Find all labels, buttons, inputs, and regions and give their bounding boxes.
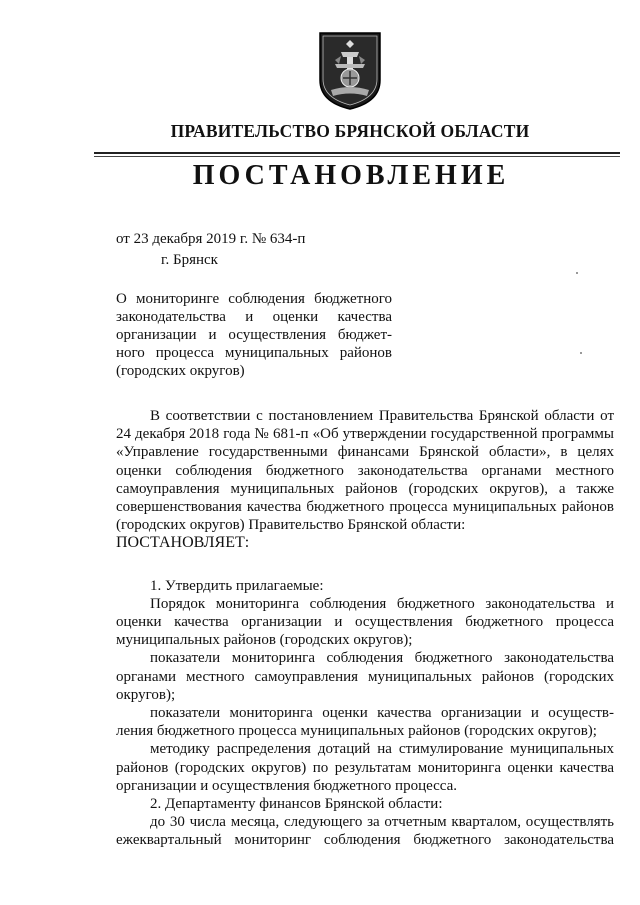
item-1-a-paragraph: Порядок мониторинга соблюдения бюджетного законодательства и оценки качества организации и осуществления бюджетного процесса муниципальных районов (городских округов);: [116, 595, 614, 649]
subject-line: О мониторинге соблюдения бюджетного: [116, 291, 392, 307]
subject-line: (городских округов): [116, 363, 245, 379]
item-1-d-paragraph: методику распределения дотаций на стимулирование муниципальных районов (городских округов) по результатам мониторинга оценки качества организации и осуществления бюджетного процесса.: [116, 741, 614, 794]
scan-speck: [576, 272, 578, 274]
scan-speck: [580, 352, 582, 354]
header-rule-thick: [94, 152, 620, 154]
header-rule-thin: [94, 156, 620, 157]
bryansk-emblem-icon: [317, 30, 383, 112]
coat-of-arms-icon: [317, 30, 383, 112]
document-type-heading: ПОСТАНОВЛЕНИЕ: [192, 160, 510, 191]
subject-line: организации и осуществления бюджет-: [116, 327, 392, 343]
item-2-a-paragraph: до 30 числа месяца, следующего за отчетным кварталом, осуществлять ежеквартальный мониторинг соблюдения бюджетного законодательства: [116, 814, 614, 849]
item-1-title: 1. Утвердить прилагаемые:: [150, 577, 324, 594]
date-number-line: от 23 декабря 2019 г. № 634-п: [116, 231, 306, 247]
organization-title: ПРАВИТЕЛЬСТВО БРЯНСКОЙ ОБЛАСТИ: [170, 121, 530, 141]
item-1-c-paragraph: показатели мониторинга оценки качества организации и осуществ-ления бюджетного процесса муниципальных районов (городских округов);: [116, 705, 614, 740]
decree-word: ПОСТАНОВЛЯЕТ:: [116, 534, 250, 552]
preamble-paragraph: В соответствии с постановлением Правительства Брянской области от 24 декабря 2018 года № 681-п «Об утверждении государственной программы «Управление государственными финансами Брянской области», в целях оценки соблюдения бюджетного законодательства органами местного самоуправления муниципальных районов (городских округов), а также совершенствования качества бюджетного процесса муниципальных районов (городских округов) Правительство Брянской области:: [116, 408, 614, 534]
document-body: [116, 407, 614, 850]
city-line: г. Брянск: [161, 252, 218, 268]
item-2-title: 2. Департаменту финансов Брянской области:: [150, 796, 443, 813]
document-meta: [116, 229, 305, 271]
document-subject: [116, 290, 392, 380]
subject-line: законодательства и оценки качества: [116, 309, 392, 325]
item-1-b-paragraph: показатели мониторинга соблюдения бюджетного законодательства органами местного самоуправления муниципальных районов (городских округов);: [116, 650, 614, 703]
subject-line: ного процесса муниципальных районов: [116, 345, 392, 361]
